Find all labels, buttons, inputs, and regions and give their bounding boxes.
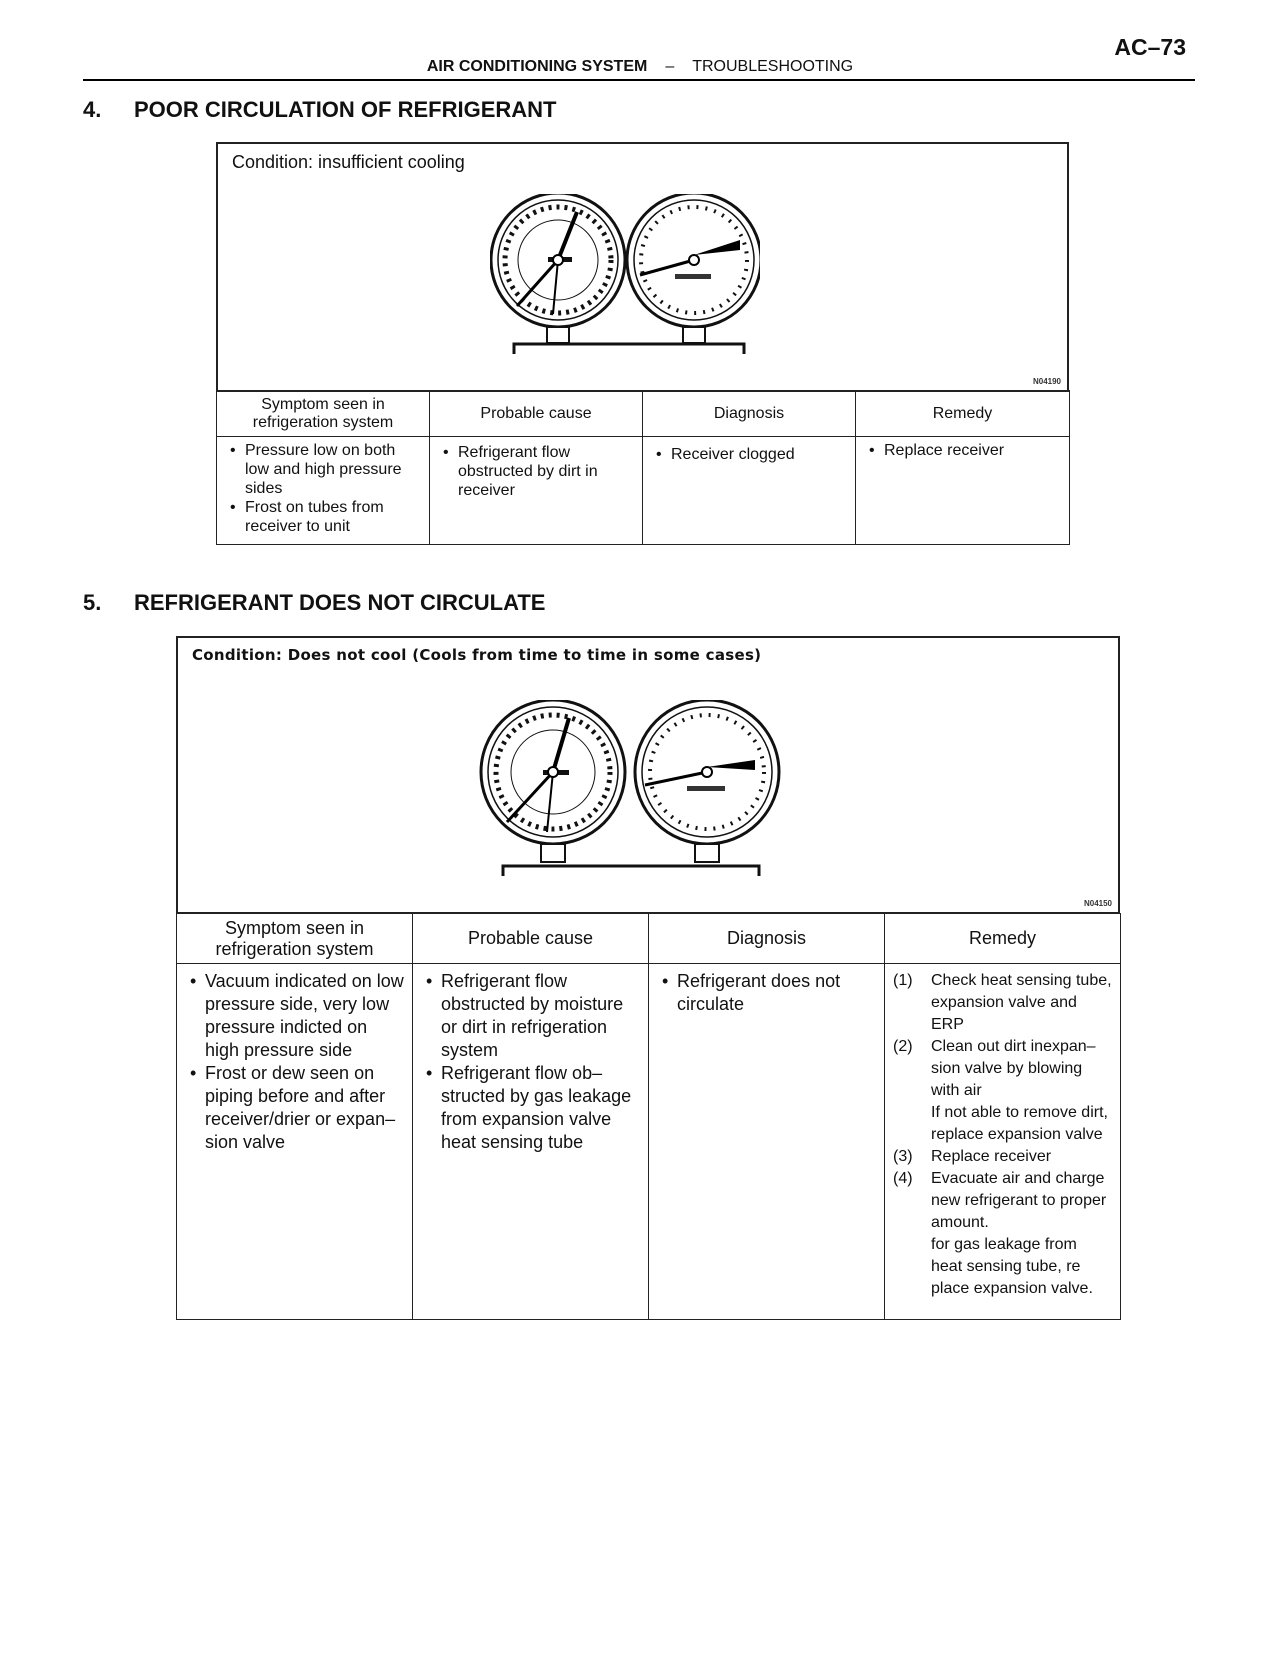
low-pressure-gauge [491, 194, 625, 343]
col-header-remedy: Remedy [856, 391, 1070, 437]
section-4-title [83, 97, 556, 123]
list-item [893, 970, 1112, 1036]
col-header-cause: Probable cause [413, 914, 649, 964]
running-head-section: TROUBLESHOOTING [692, 58, 854, 75]
list-item: • Refrigerant flow obstructed by moisture or dirt in refrigeration system [421, 970, 640, 1062]
figure-code: N04190 [1032, 377, 1061, 386]
list-item: • Receiver clogged [651, 445, 849, 464]
list-item [893, 1102, 1112, 1146]
list-item: • Frost or dew seen on piping before and after receiver/drier or expan– sion valve [185, 1062, 404, 1154]
condition-label: Condition: Does not cool (Cools from time to time in some cases) [192, 646, 762, 664]
manifold-bar [514, 344, 744, 354]
diagnosis-table-4 [216, 390, 1070, 545]
step-number: (2) [893, 1038, 913, 1055]
remedy-cell [885, 964, 1121, 1320]
page-number: AC–73 [1114, 34, 1186, 60]
section-5-title [83, 590, 545, 616]
table-header-row [177, 914, 1121, 964]
step-number: (4) [893, 1170, 913, 1187]
section-heading: REFRIGERANT DOES NOT CIRCULATE [134, 590, 546, 615]
list-item [893, 1036, 1112, 1102]
list-item: • Refrigerant flow obstructed by dirt in receiver [438, 443, 636, 500]
step-text: Replace receiver [931, 1148, 1052, 1165]
col-header-symptom: Symptom seen in refrigeration system [217, 391, 430, 437]
section-number: 4. [83, 97, 102, 122]
diagnosis-cell [643, 437, 856, 545]
step-number: (3) [893, 1148, 913, 1165]
high-pressure-gauge [635, 700, 779, 862]
cause-cell [413, 964, 649, 1320]
step-text: Evacuate air and charge new refrigerant to proper amount. [931, 1170, 1107, 1231]
symptom-cell [177, 964, 413, 1320]
section-heading: POOR CIRCULATION OF REFRIGERANT [134, 97, 557, 122]
col-header-cause: Probable cause [430, 391, 643, 437]
step-text: If not able to remove dirt, replace expansion valve [931, 1104, 1108, 1143]
symptom-cell [217, 437, 430, 545]
condition-label: Condition: insufficient cooling [232, 152, 465, 172]
table-row [217, 437, 1070, 545]
step-text: Clean out dirt inexpan– sion valve by blowing with air [931, 1038, 1096, 1099]
cause-cell [430, 437, 643, 545]
col-header-symptom: Symptom seen in refrigeration system [177, 914, 413, 964]
list-item [893, 1146, 1112, 1168]
diagnosis-table-5 [176, 913, 1121, 1320]
condition-figure-box [216, 142, 1069, 392]
manifold-gauge-illustration [475, 700, 787, 882]
table-row [177, 964, 1121, 1320]
remedy-cell [856, 437, 1070, 545]
figure-code: N04150 [1083, 899, 1112, 908]
col-header-diagnosis: Diagnosis [649, 914, 885, 964]
list-item: • Pressure low on both low and high pressure sides [225, 441, 423, 498]
col-header-remedy: Remedy [885, 914, 1121, 964]
list-item [893, 1168, 1112, 1234]
step-text: Check heat sensing tube, expansion valve and ERP [931, 972, 1112, 1033]
running-head-system: AIR CONDITIONING SYSTEM [426, 58, 648, 75]
manifold-gauge-illustration [490, 194, 760, 364]
list-item: • Refrigerant does not circulate [657, 970, 876, 1016]
step-text: for gas leakage from heat sensing tube, re place expansion valve. [931, 1236, 1093, 1297]
step-number: (1) [893, 972, 913, 989]
running-head [0, 58, 1280, 76]
list-item: • Vacuum indicated on low pressure side, very low pressure indicted on high pressure side [185, 970, 404, 1062]
high-pressure-gauge [627, 194, 760, 343]
manifold-bar [503, 866, 759, 876]
list-item: • Frost on tubes from receiver to unit [225, 498, 423, 536]
list-item [893, 1234, 1112, 1300]
list-item: • Replace receiver [864, 441, 1063, 460]
diagnosis-cell [649, 964, 885, 1320]
low-pressure-gauge [481, 700, 625, 862]
condition-figure-box [176, 636, 1120, 914]
table-header-row [217, 391, 1070, 437]
running-head-dash: – [665, 58, 675, 75]
list-item: • Refrigerant flow ob– structed by gas leakage from expansion valve heat sensing tube [421, 1062, 640, 1154]
col-header-diagnosis: Diagnosis [643, 391, 856, 437]
section-number: 5. [83, 590, 102, 615]
header-rule [83, 79, 1195, 81]
